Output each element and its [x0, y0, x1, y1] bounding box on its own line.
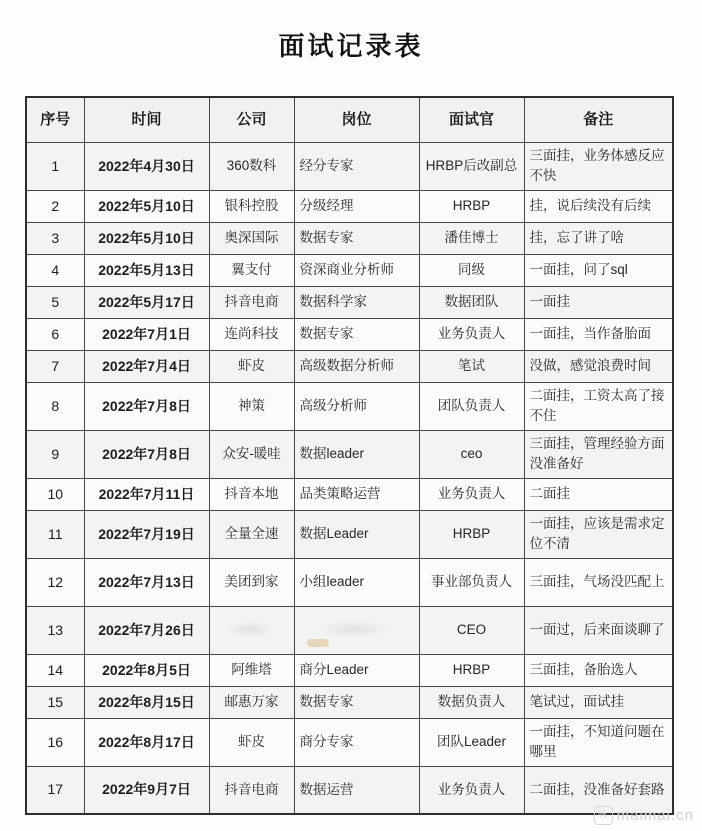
- cell-date: 2022年5月17日: [84, 286, 209, 318]
- cell-interviewer: 数据团队: [419, 286, 524, 318]
- cell-note: 三面挂，备胎选人: [524, 654, 673, 686]
- cell-company: 神策: [209, 382, 294, 430]
- table-row: [26, 318, 673, 350]
- table-header: [26, 97, 673, 142]
- cell-interviewer: 同级: [419, 254, 524, 286]
- interview-record-table: [25, 96, 674, 815]
- cell-interviewer: 业务负责人: [419, 478, 524, 510]
- cell-no: 4: [26, 254, 84, 286]
- table-row: [26, 350, 673, 382]
- cell-company: 全量全速: [209, 510, 294, 558]
- cell-position: 商分专家: [294, 718, 419, 766]
- cell-position: 分级经理: [294, 190, 419, 222]
- cell-company: 连尚科技: [209, 318, 294, 350]
- table-body: [26, 142, 673, 814]
- cell-position: 数据科学家: [294, 286, 419, 318]
- cell-no: 5: [26, 286, 84, 318]
- cell-no: 16: [26, 718, 84, 766]
- cell-no: 7: [26, 350, 84, 382]
- cell-interviewer: CEO: [419, 606, 524, 654]
- table-row: [26, 510, 673, 558]
- cell-company: 翼支付: [209, 254, 294, 286]
- cell-company: 虾皮: [209, 718, 294, 766]
- cell-company: 360数科: [209, 142, 294, 190]
- cell-interviewer: HRBP后改副总: [419, 142, 524, 190]
- header-date: 时间: [84, 97, 209, 142]
- cell-position: [294, 606, 419, 654]
- cell-position: 高级数据分析师: [294, 350, 419, 382]
- cell-note: 一面过，后来面谈聊了: [524, 606, 673, 654]
- cell-interviewer: 数据负责人: [419, 686, 524, 718]
- table-row: [26, 190, 673, 222]
- watermark-text: maimai.cn: [616, 807, 694, 824]
- page-title: 面试记录表: [278, 31, 424, 61]
- cell-position: 资深商业分析师: [294, 254, 419, 286]
- cell-no: 15: [26, 686, 84, 718]
- cell-note: 三面挂，业务体感反应不快: [524, 142, 673, 190]
- cell-note: 三面挂，管理经验方面没准备好: [524, 430, 673, 478]
- table-row: [26, 222, 673, 254]
- cell-note: 一面挂: [524, 286, 673, 318]
- cell-company: 美团到家: [209, 558, 294, 606]
- cell-date: 2022年7月4日: [84, 350, 209, 382]
- cell-no: 13: [26, 606, 84, 654]
- cell-date: 2022年5月10日: [84, 222, 209, 254]
- table-row: [26, 654, 673, 686]
- cell-no: 8: [26, 382, 84, 430]
- table-row: [26, 382, 673, 430]
- cell-position: 数据专家: [294, 686, 419, 718]
- cell-date: 2022年8月15日: [84, 686, 209, 718]
- cell-company: 抖音电商: [209, 766, 294, 814]
- cell-date: 2022年7月19日: [84, 510, 209, 558]
- redaction-mark: [307, 639, 329, 647]
- cell-company: 银科控股: [209, 190, 294, 222]
- header-interviewer: 面试官: [419, 97, 524, 142]
- cell-note: 三面挂，气场没匹配上: [524, 558, 673, 606]
- cell-no: 17: [26, 766, 84, 814]
- cell-position: 数据专家: [294, 318, 419, 350]
- cell-position: 数据Leader: [294, 510, 419, 558]
- cell-interviewer: 业务负责人: [419, 766, 524, 814]
- cell-company: 阿维塔: [209, 654, 294, 686]
- cell-no: 14: [26, 654, 84, 686]
- cell-no: 2: [26, 190, 84, 222]
- cell-note: 没做，感觉浪费时间: [524, 350, 673, 382]
- table-row: [26, 718, 673, 766]
- cell-position: 数据专家: [294, 222, 419, 254]
- cell-interviewer: HRBP: [419, 190, 524, 222]
- maimai-logo-icon: 脉: [594, 806, 613, 825]
- cell-date: 2022年8月17日: [84, 718, 209, 766]
- cell-company: [209, 606, 294, 654]
- cell-note: 笔试过，面试挂: [524, 686, 673, 718]
- table-row: [26, 606, 673, 654]
- cell-note: 挂，忘了讲了啥: [524, 222, 673, 254]
- table-row: [26, 254, 673, 286]
- cell-interviewer: 潘佳博士: [419, 222, 524, 254]
- cell-company: 抖音电商: [209, 286, 294, 318]
- header-position: 岗位: [294, 97, 419, 142]
- cell-date: 2022年7月8日: [84, 430, 209, 478]
- cell-no: 1: [26, 142, 84, 190]
- cell-interviewer: 业务负责人: [419, 318, 524, 350]
- cell-date: 2022年5月10日: [84, 190, 209, 222]
- cell-position: 数据运营: [294, 766, 419, 814]
- cell-no: 6: [26, 318, 84, 350]
- cell-company: 抖音本地: [209, 478, 294, 510]
- cell-no: 12: [26, 558, 84, 606]
- header-no: 序号: [26, 97, 84, 142]
- table-row: [26, 766, 673, 814]
- table-row: [26, 430, 673, 478]
- cell-interviewer: ceo: [419, 430, 524, 478]
- cell-company: 奥深国际: [209, 222, 294, 254]
- cell-position: 品类策略运营: [294, 478, 419, 510]
- table-row: [26, 558, 673, 606]
- cell-interviewer: 团队负责人: [419, 382, 524, 430]
- table-row: [26, 478, 673, 510]
- watermark: [594, 806, 694, 825]
- cell-position: 商分Leader: [294, 654, 419, 686]
- cell-position: 高级分析师: [294, 382, 419, 430]
- cell-interviewer: 笔试: [419, 350, 524, 382]
- cell-interviewer: 团队Leader: [419, 718, 524, 766]
- header-note: 备注: [524, 97, 673, 142]
- cell-interviewer: HRBP: [419, 510, 524, 558]
- cell-date: 2022年7月8日: [84, 382, 209, 430]
- redaction-smudge: [317, 621, 391, 639]
- cell-date: 2022年7月26日: [84, 606, 209, 654]
- cell-date: 2022年5月13日: [84, 254, 209, 286]
- cell-note: 一面挂，当作备胎面: [524, 318, 673, 350]
- cell-no: 11: [26, 510, 84, 558]
- cell-note: 一面挂，应该是需求定位不清: [524, 510, 673, 558]
- header-row: [26, 97, 673, 142]
- cell-note: 二面挂: [524, 478, 673, 510]
- cell-date: 2022年4月30日: [84, 142, 209, 190]
- cell-note: 一面挂，不知道问题在哪里: [524, 718, 673, 766]
- cell-position: 经分专家: [294, 142, 419, 190]
- cell-note: 挂，说后续没有后续: [524, 190, 673, 222]
- redaction-smudge: [225, 621, 275, 639]
- cell-company: 虾皮: [209, 350, 294, 382]
- header-company: 公司: [209, 97, 294, 142]
- table-row: [26, 686, 673, 718]
- cell-date: 2022年7月13日: [84, 558, 209, 606]
- cell-interviewer: HRBP: [419, 654, 524, 686]
- table-row: [26, 142, 673, 190]
- cell-date: 2022年7月1日: [84, 318, 209, 350]
- cell-interviewer: 事业部负责人: [419, 558, 524, 606]
- cell-position: 数据leader: [294, 430, 419, 478]
- cell-date: 2022年7月11日: [84, 478, 209, 510]
- cell-note: 一面挂，问了sql: [524, 254, 673, 286]
- cell-note: 二面挂，没准备好套路: [524, 766, 673, 814]
- cell-date: 2022年8月5日: [84, 654, 209, 686]
- cell-no: 3: [26, 222, 84, 254]
- cell-note: 二面挂，工资太高了接不住: [524, 382, 673, 430]
- table-row: [26, 286, 673, 318]
- cell-no: 10: [26, 478, 84, 510]
- cell-date: 2022年9月7日: [84, 766, 209, 814]
- cell-company: 众安-暖哇: [209, 430, 294, 478]
- cell-no: 9: [26, 430, 84, 478]
- cell-position: 小组leader: [294, 558, 419, 606]
- cell-company: 邮惠万家: [209, 686, 294, 718]
